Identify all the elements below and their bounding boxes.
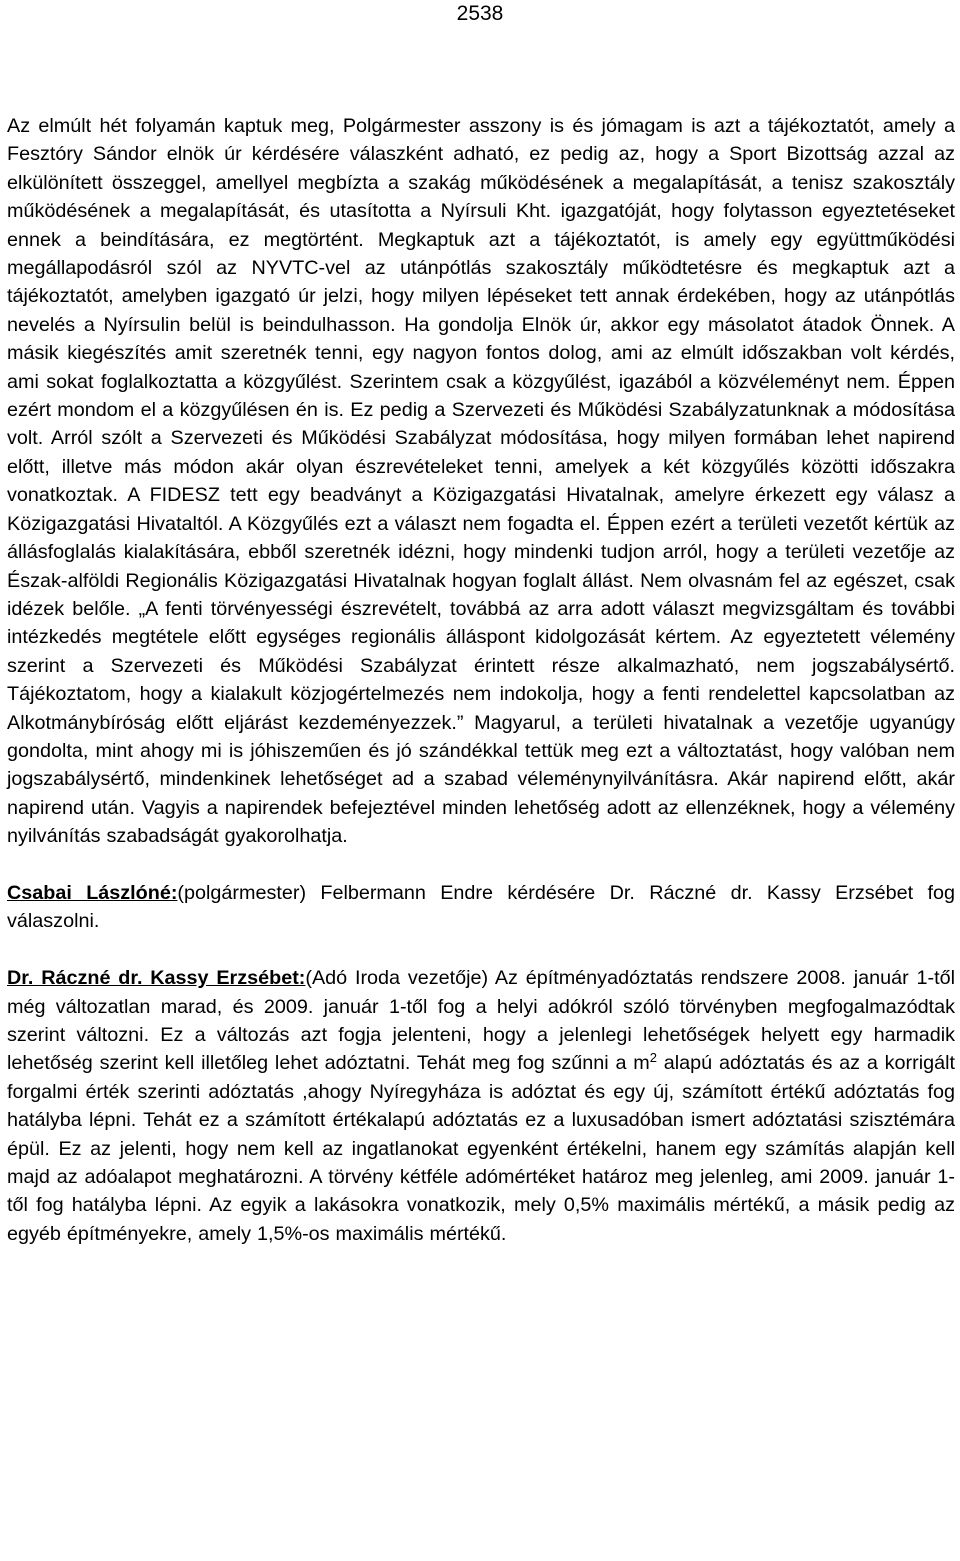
paragraph-text: (Adó Iroda vezetője) Az építményadóztatás rendszere 2008. január 1-től még változatlan marad, és 2009. január 1-től fog a helyi adókról szóló törvényben megfogalmazódtak szerint változni. Ez a változás azt fogja jelenteni, hogy a jelenlegi lehetőségek helyett egy harmadik lehetőség szerint kell illetőleg lehet adóztatni. Tehát meg fog szűnni a m xyxy=(7,967,955,1075)
superscript-exponent: 2 xyxy=(649,1050,657,1066)
paragraph-text: (polgármester) Felbermann Endre kérdésére Dr. Ráczné dr. Kassy Erzsébet fog válaszolni. xyxy=(7,881,955,933)
paragraph-mayor-deputy-statement xyxy=(7,112,955,851)
speaker-name: Csabai Lászlóné: xyxy=(7,881,178,904)
speaker-name: Dr. Ráczné dr. Kassy Erzsébet: xyxy=(7,967,306,990)
paragraph-text: Az elmúlt hét folyamán kaptuk meg, Polgármester asszony is és jómagam is azt a tájékoztatót, amely a Fesztóry Sándor elnök úr kérdésére válaszként adható, ez pedig az, hogy a Sport Bizottság azzal az elkülönített összeggel, amellyel megbízta a szakág működésének a megalapítását, a tenisz szakosztály működésének a megalapítását, és utasította a Nyírsuli Kht. igazgatóját, hogy folytasson egyeztetéseket ennek a beindítására, ez megtörtént. Megkaptuk azt a tájékoztatót, is amely egy együttműködési megállapodásról szól az NYVTC-vel az utánpótlás szakosztály működtetésre és megkaptuk azt a tájékoztatót, amelyben igazgató úr jelzi, hogy milyen lépéseket tett annak érdekében, hogy az utánpótlás nevelés a Nyírsulin belül is beindulhasson. Ha gondolja Elnök úr, akkor egy másolatot átadok Önnek. A másik kiegészítés amit szeretnék tenni, egy nagyon fontos dolog, ami az elmúlt időszakban volt kérdés, ami sokat foglalkoztatta a közgyűlést. Szerintem csak a közgyűlést, igazából a közvéleményt nem. Éppen ezért mondom el a közgyűlésen én is. Ez pedig a Szervezeti és Működési Szabályzatunknak a módosítása volt. Arról szólt a Szervezeti és Működési Szabályzat módosítása, hogy milyen formában lehet napirend előtt, illetve más módon akár olyan észrevételeket tenni, amelyek a két közgyűlés közötti időszakra vonatkoztak. A FIDESZ tett egy beadványt a Közigazgatási Hivatalnak, amelyre érkezett egy válasz a Közigazgatási Hivataltól. A Közgyűlés ezt a választ nem fogadta el. Éppen ezért a területi vezetőt kértük az állásfoglalás kialakítására, ebből szeretnék idézni, hogy mindenki tudjon arról, hogy a területi vezetője az Észak-alföldi Regionális Közigazgatási Hivatalnak hogyan foglalt állást. Nem olvasnám fel az egészet, csak idézek belőle. „A fenti törvényességi észrevételt, továbbá az arra adott választ megvizsgáltam és további intézkedés megtétele előtt egységes regionális álláspont kidolgozását kértem. Az egyeztetett vélemény szerint a Szervezeti és Működési Szabályzat érintett része alkalmazható, nem jogszabálysértő. Tájékoztatom, hogy a kialakult közjogértelmezés nem indokolja, hogy a fenti rendelettel kapcsolatban az Alkotmánybíróság előtt eljárást kezdeményezzek.” Magyarul, a területi hivatalnak a vezetője ugyanúgy gondolta, mint ahogy mi is jóhiszeműen és jó szándékkal tettük meg ezt a változtatást, hogy valóban nem jogszabálysértő, mindenkinek lehetőséget ad a szabad véleménynyilvánításra. Akár napirend előtt, akár napirend után. Vagyis a napirendek befejeztével minden lehetőség adott az ellenzéknek, hogy a vélemény nyilvánítás szabadságát gyakorolhatja. xyxy=(7,115,955,848)
paragraph-raczne xyxy=(7,964,955,1248)
paragraph-csabai xyxy=(7,879,955,936)
paragraph-text-continued: alapú adóztatás és az a korrigált forgalmi érték szerinti adóztatás ,ahogy Nyíregyháza is adóztat és egy új, számított értékű adóztatás fog hatályba lépni. Tehát ez a számított értékalapú adóztatás ez a luxusadóban ismert adóztatási szisztémára épül. Ez az jelenti, hogy nem kell az ingatlanokat egyenként értékelni, hanem egy számítás alapján kell majd az adóalapot meghatározni. A törvény kétféle adómértéket határoz meg jelenleg, ami 2009. január 1-től fog hatályba lépni. Az egyik a lakásokra vonatkozik, mely 0,5% maximális mértékű, a másik pedig az egyéb építményekre, amely 1,5%-os maximális mértékű. xyxy=(7,1052,955,1245)
page-number: 2538 xyxy=(456,2,504,25)
document-body xyxy=(7,112,955,1248)
